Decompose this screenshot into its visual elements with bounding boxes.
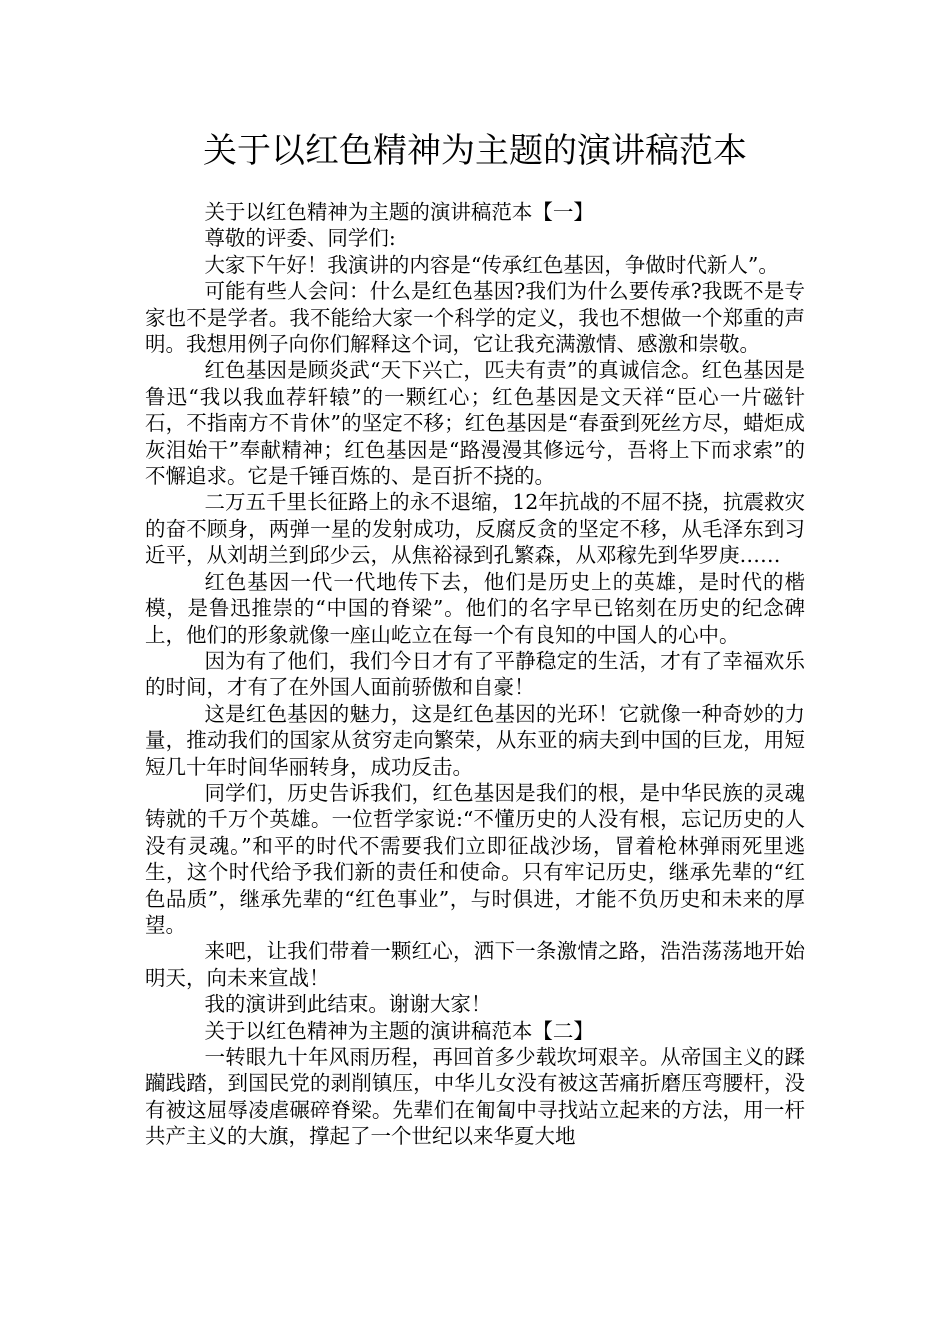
paragraph: 可能有些人会问：什么是红色基因?我们为什么要传承?我既不是专家也不是学者。我不能给大家一个科学的定义，我也不想做一个郑重的声明。我想用例子向你们解释这个词，它让我充满激情、感激和崇敬。 <box>145 279 805 357</box>
document-body <box>145 199 805 1150</box>
paragraph: 红色基因一代一代地传下去，他们是历史上的英雄，是时代的楷模，是鲁迅推崇的“中国的脊梁”。他们的名字早已铭刻在历史的纪念碑上，他们的形象就像一座山屹立在每一个有良知的中国人的心中。 <box>145 569 805 647</box>
section-heading-2: 关于以红色精神为主题的演讲稿范本【二】 <box>204 1018 594 1043</box>
paragraph: 红色基因是顾炎武“天下兴亡，匹夫有责”的真诚信念。红色基因是鲁迅“我以我血荐轩辕”的一颗红心；红色基因是文天祥“臣心一片磁针石，不指南方不肯休”的坚定不移；红色基因是“春蚕到死丝方尽，蜡炬成灰泪始干”奉献精神；红色基因是“路漫漫其修远兮，吾将上下而求索”的不懈追求。它是千锤百炼的、是百折不挠的。 <box>145 358 805 489</box>
paragraph: 一转眼九十年风雨历程，再回首多少载坎坷艰辛。从帝国主义的蹂躏践踏，到国民党的剥削镇压，中华儿女没有被这苦痛折磨压弯腰杆，没有被这屈辱凌虐碾碎脊梁。先辈们在匍匐中寻找站立起来的方法，用一杆共产主义的大旗，撑起了一个世纪以来华夏大地 <box>145 1045 805 1149</box>
salutation: 尊敬的评委、同学们: <box>204 226 396 251</box>
paragraph: 这是红色基因的魅力，这是红色基因的光环！它就像一种奇妙的力量，推动我们的国家从贫穷走向繁荣，从东亚的病夫到中国的巨龙，用短短几十年时间华丽转身，成功反击。 <box>145 701 805 779</box>
paragraph: 来吧，让我们带着一颗红心，洒下一条激情之路，浩浩荡荡地开始明天，向未来宣战！ <box>145 939 805 990</box>
paragraph: 同学们，历史告诉我们，红色基因是我们的根，是中华民族的灵魂铸就的千万个英雄。一位哲学家说:“不懂历史的人没有根，忘记历史的人没有灵魂。”和平的时代不需要我们立即征战沙场，冒着枪林弹雨死里逃生，这个时代给予我们新的责任和使命。只有牢记历史，继承先辈的“红色品质”，继承先辈的“红色事业”，与时俱进，才能不负历史和未来的厚望。 <box>145 780 805 937</box>
document-title: 关于以红色精神为主题的演讲稿范本 <box>203 131 747 171</box>
paragraph: 二万五千里长征路上的永不退缩，12年抗战的不屈不挠，抗震救灾的奋不顾身，两弹一星的发射成功，反腐反贪的坚定不移，从毛泽东到习近平，从刘胡兰到邱少云，从焦裕禄到孔繁森，从邓稼先到华罗庚…… <box>145 490 805 568</box>
paragraph: 因为有了他们，我们今日才有了平静稳定的生活，才有了幸福欢乐的时间，才有了在外国人面前骄傲和自豪！ <box>145 648 805 700</box>
paragraph: 大家下午好！我演讲的内容是“传承红色基因，争做时代新人”。 <box>204 252 779 277</box>
section-heading-1: 关于以红色精神为主题的演讲稿范本【一】 <box>204 200 594 224</box>
closing-line: 我的演讲到此结束。谢谢大家！ <box>204 992 492 1017</box>
